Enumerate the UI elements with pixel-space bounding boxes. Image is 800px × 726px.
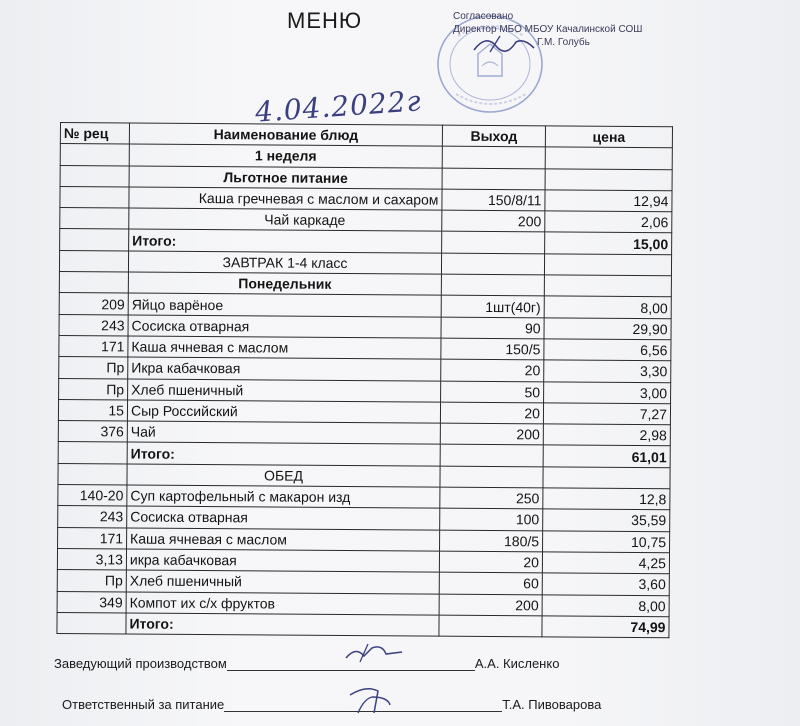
cell-num: 243 (58, 506, 127, 528)
cell-price: 4,25 (542, 552, 669, 574)
total-label: Итого: (127, 442, 440, 465)
handwritten-date: 4.04.2022г (254, 84, 423, 129)
approval-line-1: Согласовано (453, 11, 514, 22)
approval-director-name: Г.М. Голубь (537, 37, 590, 48)
cell-num: Пр (59, 357, 128, 379)
cell-num: 171 (58, 527, 127, 549)
cell-name: Каша ячневая с маслом (128, 336, 441, 359)
cell-num: 171 (59, 335, 128, 357)
cell-price: 2,06 (545, 211, 672, 233)
total-label: Итого: (126, 613, 439, 636)
header-price: цена (545, 126, 672, 148)
header-name: Наименование блюд (129, 123, 442, 146)
approval-line-2: Директор МБО МБОУ Качалинской СОШ (453, 24, 643, 35)
week-label: 1 неделя (129, 144, 442, 167)
cell-output: 250 (440, 487, 543, 509)
section-preferential: Льготное питание (129, 166, 442, 189)
cell-name: Сыр Российский (127, 400, 440, 423)
total-value: 15,00 (545, 232, 672, 254)
cell-name: Сосиска отварная (128, 315, 441, 338)
cell-name: икра кабачковая (126, 549, 439, 572)
cell-output: 90 (441, 317, 544, 339)
cell-output: 1шт(40г) (441, 296, 544, 318)
cell-price: 3,00 (544, 381, 671, 403)
cell-num: 209 (59, 293, 128, 315)
production-manager-signature (342, 642, 412, 668)
production-manager-label: Заведующий производством (54, 656, 227, 671)
cell-output: 200 (440, 423, 543, 445)
cell-output: 180/5 (440, 530, 543, 552)
cell-num: 376 (58, 421, 127, 443)
cell-num (60, 208, 129, 230)
cell-name: Каша ячневая с маслом (127, 528, 440, 551)
header-output: Выход (442, 125, 545, 147)
production-manager-name: А.А. Кисленко (474, 656, 560, 671)
director-signature (470, 32, 540, 58)
menu-table (56, 122, 673, 638)
cell-name: Хлеб пшеничный (126, 570, 439, 593)
cell-price: 6,56 (544, 339, 671, 361)
cell-num: Пр (57, 570, 126, 592)
cell-output: 100 (440, 509, 543, 531)
cell-name: Яйцо варёное (128, 293, 441, 316)
day-label: Понедельник (128, 272, 441, 295)
menu-title: МЕНЮ (287, 8, 363, 33)
cell-price: 7,27 (543, 403, 670, 425)
signature-underline (227, 670, 475, 671)
cell-price: 10,75 (543, 531, 670, 553)
cell-price: 35,59 (543, 509, 670, 531)
cell-name: Каша гречневая с маслом и сахаром (129, 187, 442, 210)
cell-output: 200 (439, 594, 542, 616)
cell-output: 50 (441, 381, 544, 403)
responsible-line (62, 697, 601, 712)
cell-output: 150/5 (441, 338, 544, 360)
cell-output: 150/8/11 (442, 189, 545, 211)
cell-price: 12,8 (543, 488, 670, 510)
cell-price: 8,00 (544, 296, 671, 318)
total-value: 74,99 (542, 616, 669, 638)
header-num: № рец (60, 123, 129, 145)
cell-price: 29,90 (544, 318, 671, 340)
responsible-name: Т.А. Пивоварова (502, 697, 602, 712)
cell-num: 15 (58, 399, 127, 421)
cell-output: 20 (441, 359, 544, 381)
cell-output: 200 (442, 210, 545, 232)
cell-name: Чай (127, 421, 440, 444)
cell-price: 3,60 (542, 573, 669, 595)
cell-price: 12,94 (545, 190, 672, 212)
cell-name: Суп картофельный с макарон изд (127, 485, 440, 508)
cell-name: Хлеб пшеничный (128, 379, 441, 402)
cell-num: 3,13 (57, 548, 126, 570)
cell-price: 8,00 (542, 594, 669, 616)
section-lunch: ОБЕД (127, 464, 440, 487)
total-label: Итого: (129, 229, 442, 252)
cell-num: Пр (59, 378, 128, 400)
cell-num: 140-20 (58, 485, 127, 507)
cell-name: Сосиска отварная (127, 506, 440, 529)
total-value: 61,01 (543, 445, 670, 467)
cell-num: 243 (59, 314, 128, 336)
production-manager-line (54, 656, 559, 671)
responsible-label: Ответственный за питание (62, 697, 225, 712)
cell-output: 20 (440, 402, 543, 424)
cell-output: 60 (439, 572, 542, 594)
cell-num (60, 186, 129, 208)
cell-name: Компот их с/х фруктов (126, 592, 439, 615)
responsible-signature (344, 683, 400, 717)
cell-name: Чай каркаде (129, 208, 442, 231)
cell-price: 3,30 (544, 360, 671, 382)
cell-price: 2,98 (543, 424, 670, 446)
cell-num: 349 (57, 591, 126, 613)
section-breakfast: ЗАВТРАК 1-4 класс (128, 251, 441, 274)
cell-output: 20 (439, 551, 542, 573)
cell-name: Икра кабачковая (128, 357, 441, 380)
total-row (57, 612, 669, 638)
